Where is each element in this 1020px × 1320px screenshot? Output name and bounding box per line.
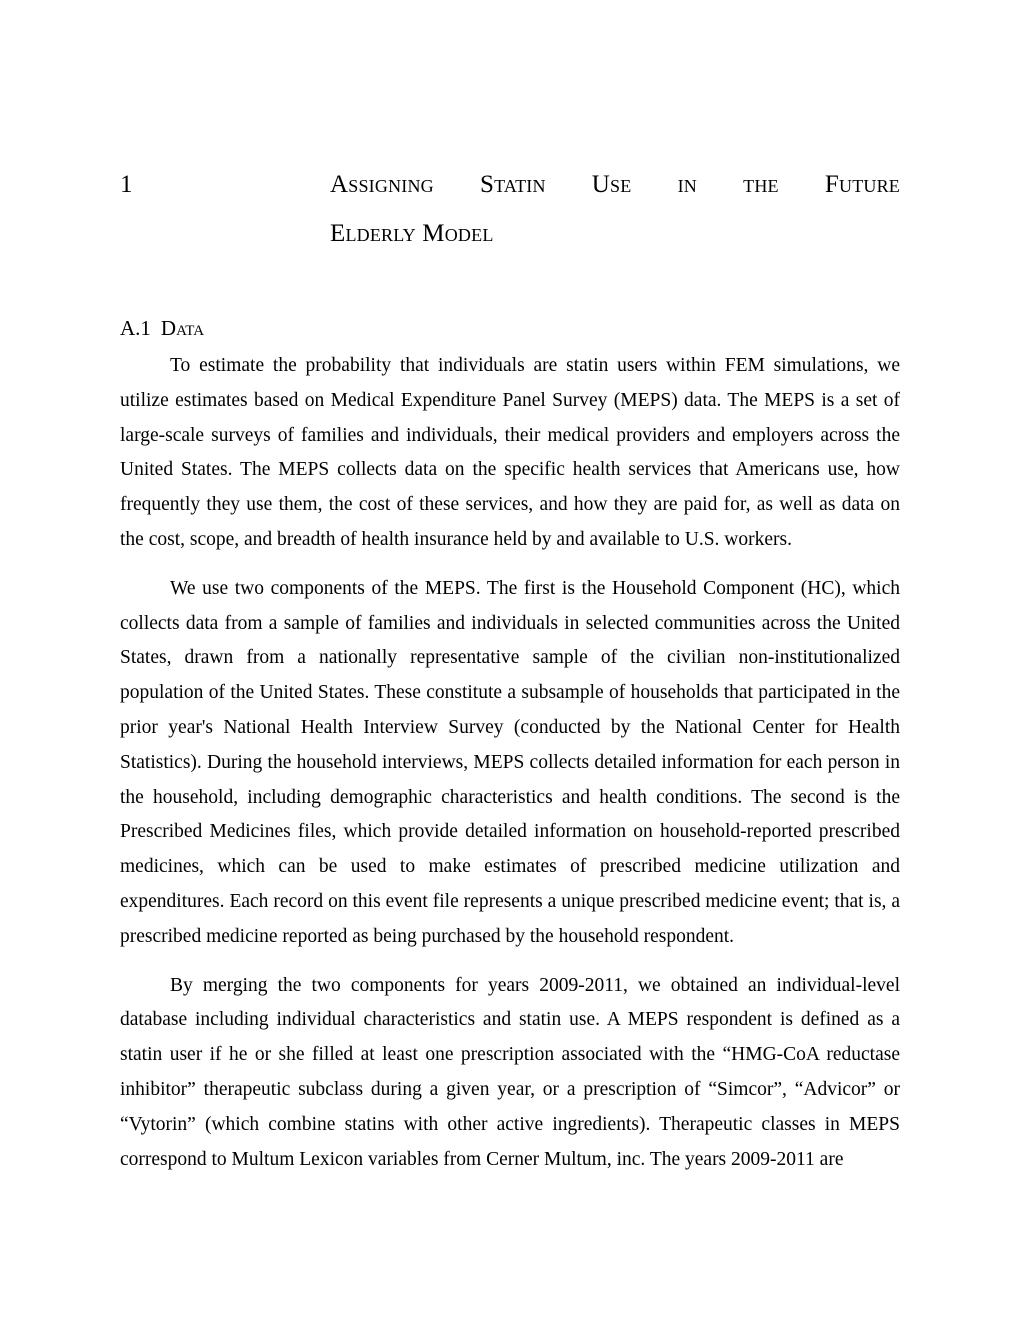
- top-spacer: [120, 0, 900, 160]
- section-number: A.1: [120, 316, 151, 340]
- page-content: [120, 0, 900, 1177]
- body-paragraph: We use two components of the MEPS. The first is the Household Component (HC), which collects data from a sample of families and individuals in selected communities across the United States, drawn from a nationally representative sample of the civilian non-institutionalized population of the United States. These constitute a subsample of households that participated in the prior year's National Health Interview Survey (conducted by the National Center for Health Statistics). During the household interviews, MEPS collects detailed information for each person in the household, including demographic characteristics and health conditions. The second is the Prescribed Medicines files, which provide detailed information on household-reported prescribed medicines, which can be used to make estimates of prescribed medicine utilization and expenditures. Each record on this event file represents a unique prescribed medicine event; that is, a prescribed medicine reported as being purchased by the household respondent.: [120, 577, 900, 947]
- section-heading: [120, 313, 900, 343]
- title-section-spacer: [120, 258, 900, 313]
- chapter-title-text-line-1: Assigning Statin Use in the Future: [330, 171, 900, 198]
- section-label: Data: [160, 316, 205, 340]
- chapter-number: 1: [120, 171, 133, 198]
- chapter-title: [120, 160, 900, 258]
- body-paragraph: By merging the two components for years 2009-2011, we obtained an individual-level database including individual characteristics and statin use. A MEPS respondent is defined as a statin user if he or she filled at least one prescription associated with the “HMG-CoA reductase inhibitor” therapeutic subclass during a given year, or a prescription of “Simcor”, “Advicor” or “Vytorin” (which combine statins with other active ingredients). Therapeutic classes in MEPS correspond to Multum Lexicon variables from Cerner Multum, inc. The years 2009-2011 are: [120, 974, 900, 1170]
- chapter-title-text-line-2: Elderly Model: [330, 220, 494, 247]
- chapter-title-line-1: [120, 160, 900, 209]
- body-paragraph: To estimate the probability that individuals are statin users within FEM simulations, we utilize estimates based on Medical Expenditure Panel Survey (MEPS) data. The MEPS is a set of large-scale surveys of families and individuals, their medical providers and employers across the United States. The MEPS collects data on the specific health services that Americans use, how frequently they use them, the cost of these services, and how they are paid for, as well as data on the cost, scope, and breadth of health insurance held by and available to U.S. workers.: [120, 355, 900, 550]
